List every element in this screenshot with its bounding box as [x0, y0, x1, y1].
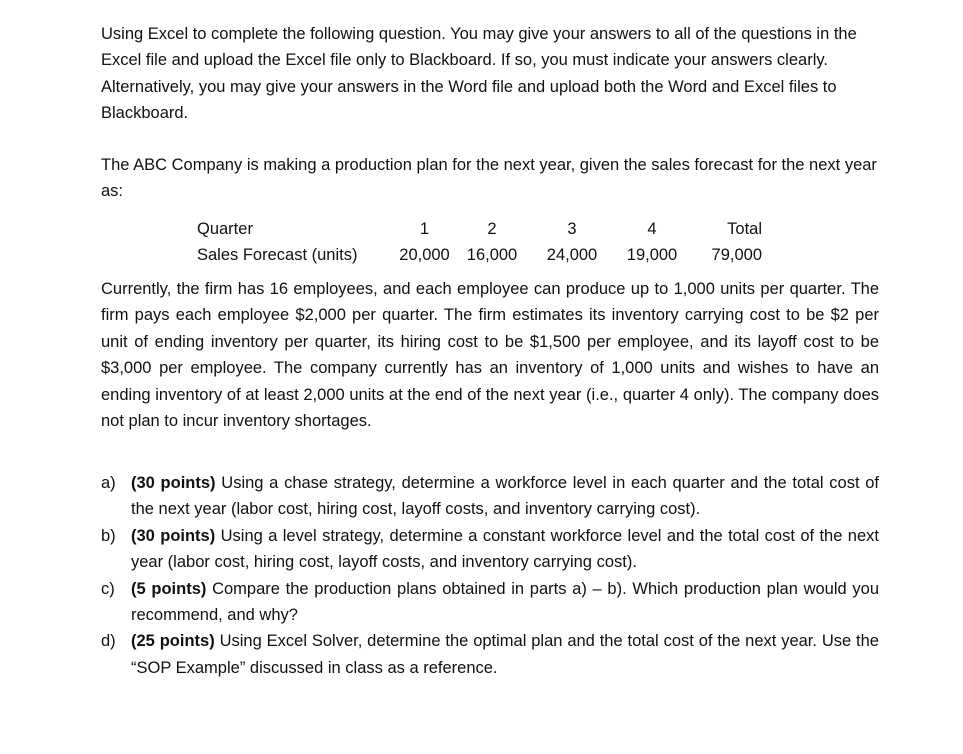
forecast-header-q1: 1: [419, 220, 430, 238]
question-points: (30 points): [131, 474, 216, 492]
company-intro-paragraph: The ABC Company is making a production plan for the next year, given the sales forecast for the next year as:: [101, 156, 877, 201]
question-points: (30 points): [131, 526, 216, 545]
question-marker: b): [101, 526, 116, 545]
forecast-row-label: Sales Forecast (units): [197, 246, 358, 264]
question-points: (5 points): [131, 579, 207, 598]
question-marker: a): [101, 474, 116, 492]
forecast-value-q1: 20,000: [399, 246, 450, 264]
question-text: Using a level strategy, determine a constant workforce level and the total cost of the next year (labor cost, hiring cost, layoff costs, and inventory carrying cost).: [131, 526, 879, 572]
forecast-header-q4: 4: [647, 220, 657, 238]
forecast-header-label: Quarter: [197, 220, 253, 238]
question-list: [101, 470, 879, 681]
sales-forecast-table: [197, 216, 762, 268]
question-marker: d): [101, 632, 116, 651]
forecast-header-total: Total: [727, 220, 762, 238]
question-b: [101, 523, 879, 576]
details-paragraph: Currently, the firm has 16 employees, and each employee can produce up to 1,000 units per quarter. The firm pays each employee $2,000 per quarter. The firm estimates its inventory carrying cost to be $2 per unit of ending inventory per quarter, its hiring cost to be $1,500 per employee, and its layoff cost to be $3,000 per employee. The company currently has an inventory of 1,000 units and wishes to have an ending inventory of at least 2,000 units at the end of the next year (i.e., quarter 4 only). The company does not plan to incur inventory shortages.: [101, 280, 879, 431]
question-text: Using a chase strategy, determine a workforce level in each quarter and the total cost of the next year (labor cost, hiring cost, layoff costs, and inventory carrying cost).: [131, 474, 879, 519]
forecast-values-row: [197, 242, 762, 268]
question-c: [101, 576, 879, 629]
forecast-value-q2: 16,000: [466, 246, 518, 264]
forecast-header-q2: 2: [487, 220, 497, 238]
forecast-value-q4: 19,000: [626, 246, 678, 264]
intro-paragraph: Using Excel to complete the following question. You may give your answers to all of the questions in the Excel file and upload the Excel file only to Blackboard. If so, you must indicate your answers clearly. Alternatively, you may give your answers in the Word file and upload both the Word and Excel files to Blackboard.: [101, 25, 857, 123]
forecast-header-row: [197, 216, 762, 242]
question-a: [101, 470, 879, 523]
question-marker: c): [101, 579, 115, 598]
question-d: [101, 628, 879, 681]
forecast-value-q3: 24,000: [546, 246, 598, 264]
question-text: Compare the production plans obtained in parts a) – b). Which production plan would you recommend, and why?: [131, 579, 880, 625]
forecast-header-q3: 3: [567, 220, 577, 238]
forecast-value-total: 79,000: [711, 246, 762, 264]
question-text: Using Excel Solver, determine the optimal plan and the total cost of the next year. Use the “SOP Example” discussed in class as a reference.: [131, 632, 879, 677]
question-points: (25 points): [131, 632, 215, 651]
